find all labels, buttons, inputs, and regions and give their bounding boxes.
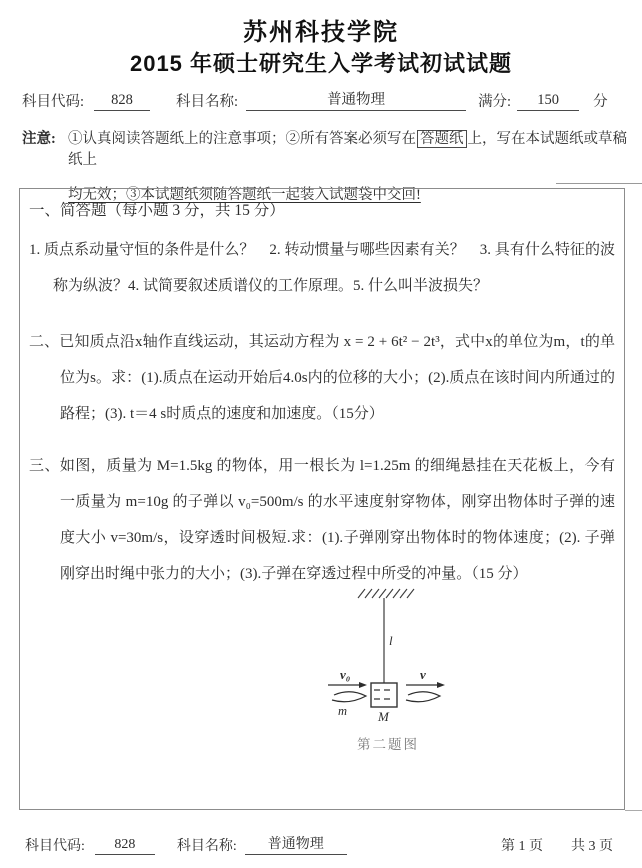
notice-line2: 均无效；③本试题纸须随答题纸一起装入试题袋中交回! (68, 187, 421, 203)
school-title: 苏州科技学院 (243, 19, 399, 46)
block-mass-label: M (378, 709, 389, 724)
exit-velocity-arrow-icon (406, 682, 445, 688)
notice-line1-before: ①认真阅读答题纸上的注意事项；②所有答案必须写在 (68, 131, 416, 147)
initial-velocity-arrow-icon (328, 682, 367, 688)
string-length-label: l (389, 633, 393, 648)
section1-body: 1. 质点系动量守恒的条件是什么？ 2. 转动惯量与哪些因素有关？ 3. 具有什么特征的波称为纵波？4. 试简要叙述质谱仪的工作原理。5. 什么叫半波损失？ (29, 242, 615, 294)
page-number-total: 共 3 页 (571, 839, 613, 854)
exam-title: 2015 年硕士研究生入学考试初试试题 (129, 51, 513, 76)
subject-name-value: 普通物理 (246, 88, 466, 111)
initial-velocity-label: v₀ (340, 667, 351, 682)
footer-subject-name-value: 普通物理 (245, 833, 347, 855)
notice-line1-after: 上，写在本试题纸或草稿纸上 (68, 131, 627, 168)
notice-label: 注意: (22, 131, 56, 147)
figure-caption: 第二题图 (357, 737, 419, 752)
page-number-current: 第 1 页 (501, 839, 543, 854)
scan-artifact-line-bottom (625, 810, 642, 811)
subject-code-value: 828 (94, 92, 150, 111)
section3-body: 三、如图，质量为 M=1.5kg 的物体，用一根长为 l=1.25m 的细绳悬挂在天花板上，今有一质量为 m=10g 的子弹以 v₀=500m/s 的水平速度射穿物体，刚穿出物体时子弹的速度大小 v=30m/s，设穿透时间极短.求：(1).子弹刚穿出物体时的物体速度；(2). 子弹刚穿出时绳中张力的大小；(3).子弹在穿透过程中所受的冲量。（15 分） (29, 458, 615, 582)
subject-name-label: 科目名称: (176, 94, 239, 110)
block-M-rect (371, 683, 397, 707)
section2-body: 二、已知质点沿x轴作直线运动，其运动方程为 x = 2 + 6t² − 2t³，式中x的单位为m，t的单位为s。求：(1).质点在运动开始后4.0s内的位移的大小；(2).质点在该时间内所通过的路程；(3). t＝4 s时质点的速度和加速度。（15分） (29, 334, 615, 422)
full-score-label: 满分: (478, 94, 512, 110)
notice-line1 (68, 129, 630, 171)
page-footer (25, 833, 625, 855)
scan-artifact-line-top (556, 183, 642, 184)
footer-subject-code-label: 科目代码: (25, 839, 85, 854)
exit-velocity-label: v (420, 667, 426, 682)
ceiling-hatch-icon (358, 589, 414, 598)
bullet-mass-label: m (338, 704, 348, 718)
footer-subject-code-value: 828 (95, 837, 155, 855)
answer-sheet-boxed-term: 答题纸 (417, 130, 467, 148)
question3-figure (308, 584, 468, 753)
full-score-value: 150 (517, 92, 579, 111)
bullet-right-icon (406, 692, 440, 702)
bullet-left-icon (332, 692, 366, 702)
footer-subject-name-label: 科目名称: (176, 839, 237, 854)
subject-meta-row (22, 88, 626, 111)
section1-heading: 一、简答题（每小题 3 分，共 15 分） (29, 202, 285, 219)
pendulum-diagram (308, 584, 468, 726)
score-unit-label: 分 (593, 94, 608, 110)
subject-code-label: 科目代码: (22, 94, 85, 110)
